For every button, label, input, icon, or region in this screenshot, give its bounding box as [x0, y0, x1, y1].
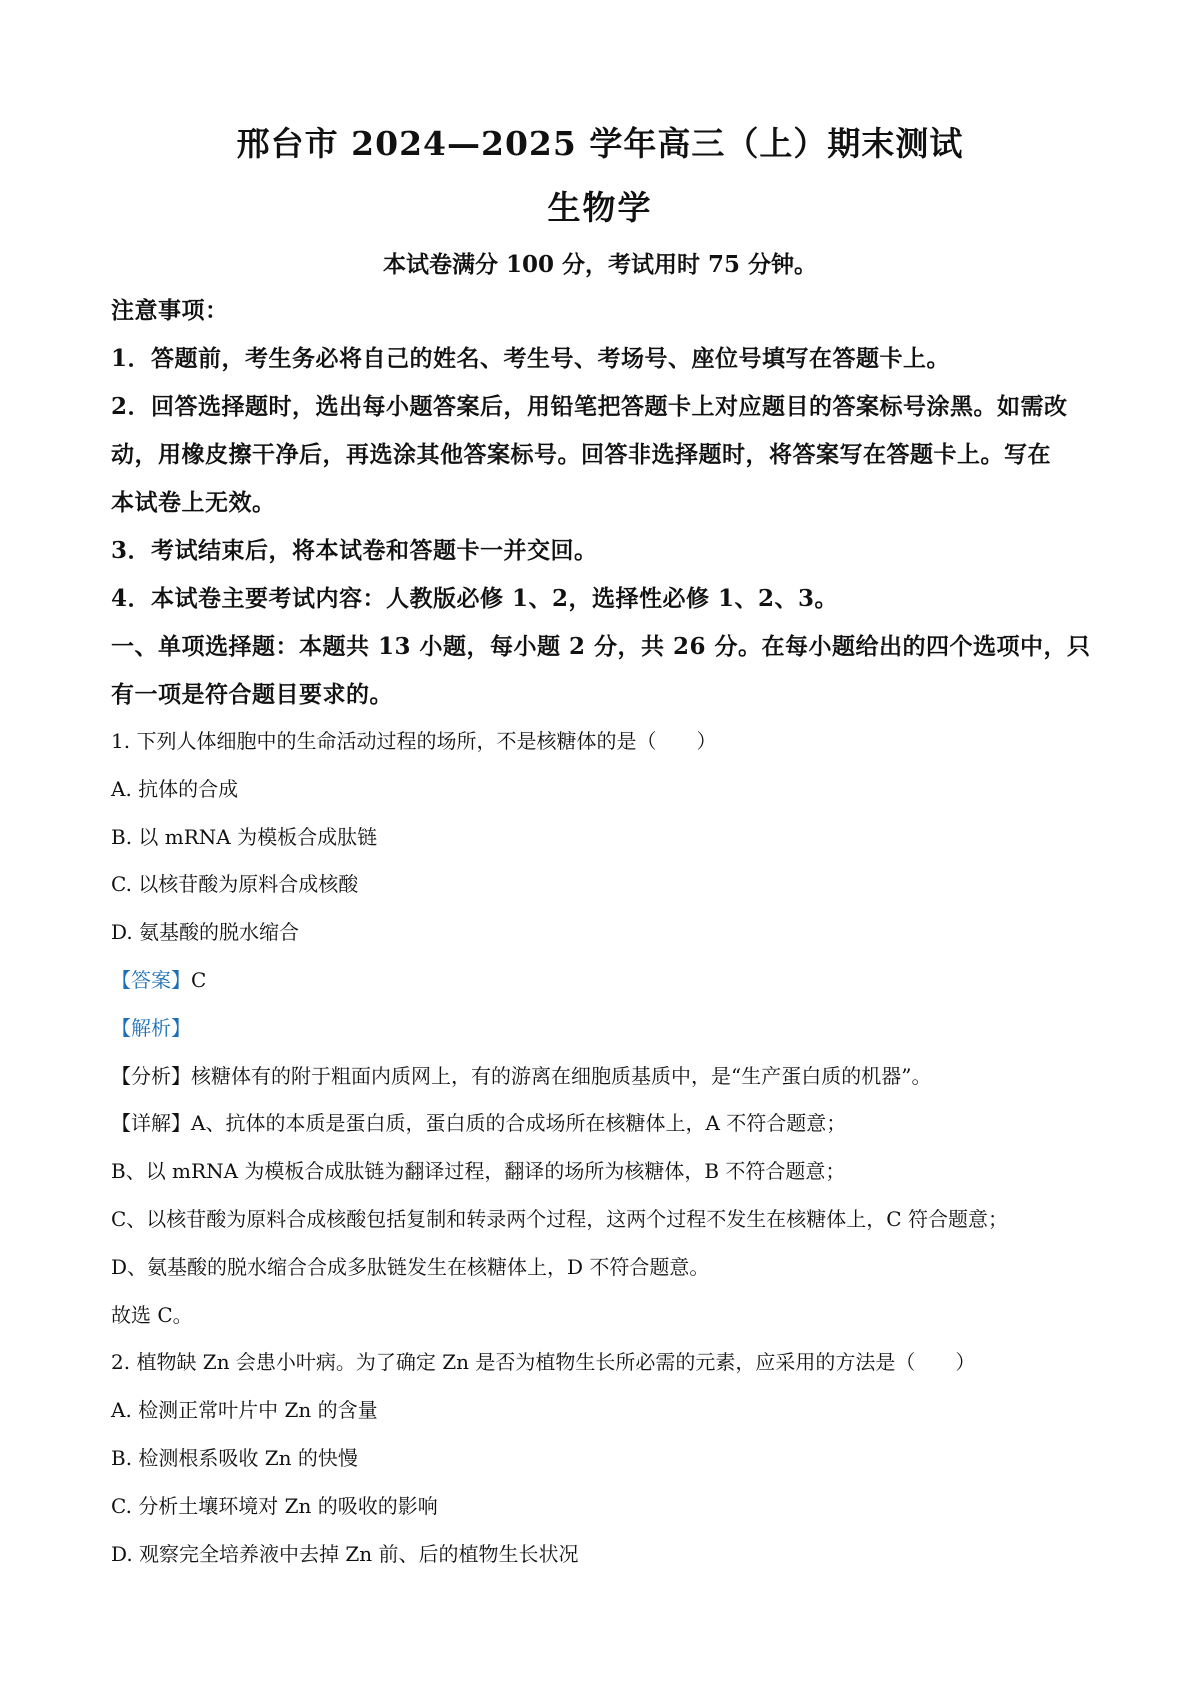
notice-line: 1．答题前，考生务必将自己的姓名、考生号、考场号、座位号填写在答题卡上。: [111, 345, 951, 372]
question-1-option-c: C. 以核苷酸为原料合成核酸: [111, 872, 359, 896]
question-2-stem: 2. 植物缺 Zn 会患小叶病。为了确定 Zn 是否为植物生长所必需的元素，应采用的方法是（ ）: [111, 1350, 976, 1374]
question-1-option-a: A. 抗体的合成: [111, 777, 239, 801]
question-2-option-d: D. 观察完全培养液中去掉 Zn 前、后的植物生长状况: [111, 1542, 579, 1566]
analysis-line: 【详解】A、抗体的本质是蛋白质，蛋白质的合成场所在核糖体上，A 不符合题意；: [111, 1111, 847, 1135]
answer-label: 【答案】: [111, 968, 191, 992]
notice-line: 动，用橡皮擦干净后，再选涂其他答案标号。回答非选择题时，将答案写在答题卡上。写在: [111, 441, 1051, 468]
notice-line: 3．考试结束后，将本试卷和答题卡一并交回。: [111, 537, 598, 564]
question-1-option-d: D. 氨基酸的脱水缩合: [111, 920, 300, 944]
question-2-option-a: A. 检测正常叶片中 Zn 的含量: [111, 1398, 378, 1422]
analysis-line: 【分析】核糖体有的附于粗面内质网上，有的游离在细胞质基质中，是“生产蛋白质的机器”。: [111, 1064, 932, 1088]
notice-line: 2．回答选择题时，选出每小题答案后，用铅笔把答题卡上对应题目的答案标号涂黑。如需改: [111, 393, 1068, 420]
question-1-stem: 1. 下列人体细胞中的生命活动过程的场所，不是核糖体的是（ ）: [111, 729, 717, 753]
question-1-option-b: B. 以 mRNA 为模板合成肽链: [111, 825, 378, 849]
analysis-line: B、以 mRNA 为模板合成肽链为翻译过程，翻译的场所为核糖体，B 不符合题意；: [111, 1159, 846, 1183]
question-2-option-c: C. 分析土壤环境对 Zn 的吸收的影响: [111, 1494, 438, 1518]
section-heading: 一、单项选择题：本题共 13 小题，每小题 2 分，共 26 分。在每小题给出的四个选项中，只: [111, 633, 1091, 660]
analysis-line: D、氨基酸的脱水缩合合成多肽链发生在核糖体上，D 不符合题意。: [111, 1255, 710, 1279]
exam-title: 邢台市 2024—2025 学年高三（上）期末测试: [236, 124, 964, 163]
notice-line: 4．本试卷主要考试内容：人教版必修 1、2，选择性必修 1、2、3。: [111, 585, 839, 612]
exam-info: 本试卷满分 100 分，考试用时 75 分钟。: [382, 251, 818, 278]
analysis-line: C、以核苷酸为原料合成核酸包括复制和转录两个过程，这两个过程不发生在核糖体上，C 符合题意；: [111, 1207, 1008, 1231]
analysis-label: 【解析】: [111, 1016, 191, 1040]
answer-value: C: [191, 968, 207, 992]
analysis-line: 故选 C。: [111, 1303, 193, 1327]
subject-title: 生物学: [547, 188, 653, 227]
notice-line: 本试卷上无效。: [111, 489, 276, 516]
section-heading: 有一项是符合题目要求的。: [111, 681, 393, 708]
answer-row: [111, 964, 1111, 993]
question-2-option-b: B. 检测根系吸收 Zn 的快慢: [111, 1446, 358, 1470]
notice-heading: 注意事项：: [111, 297, 229, 324]
